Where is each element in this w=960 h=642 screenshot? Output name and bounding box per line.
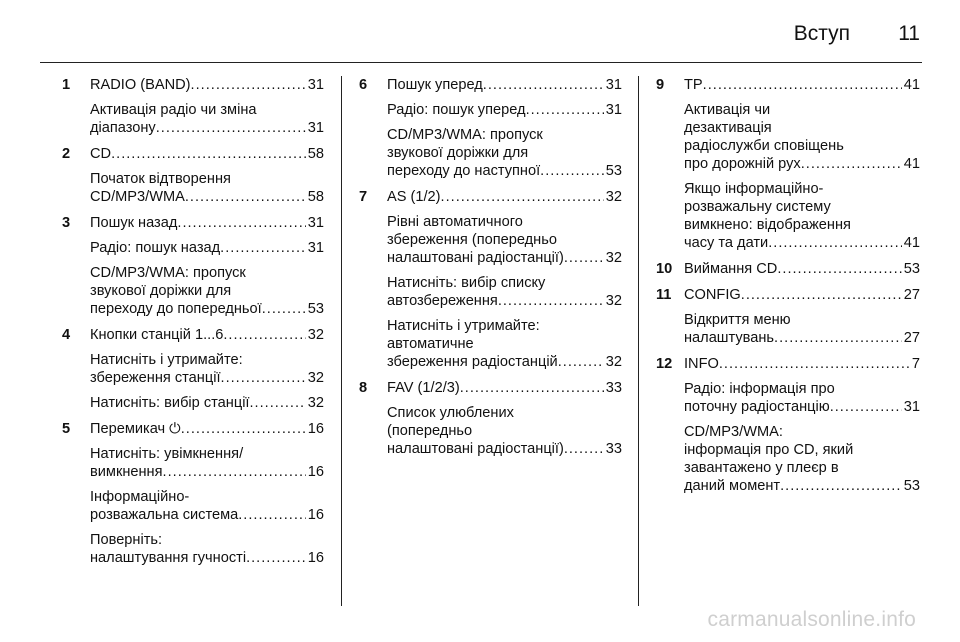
entry-line: [90, 76, 324, 94]
line-text: Активація радіо чи зміна: [90, 102, 257, 118]
entry-line: [684, 180, 920, 252]
line-text: CD/MP3/WMA: пропуск: [387, 127, 543, 143]
entry-number: 10: [656, 261, 673, 277]
page-reference-row: [387, 101, 622, 119]
line-text: інформація про CD, який: [684, 442, 854, 458]
entry-line: [684, 76, 920, 94]
dot-leader: [177, 214, 305, 232]
column-divider-2: [638, 76, 639, 606]
index-column-2: [359, 76, 622, 466]
dot-leader: [250, 394, 306, 412]
dot-leader: [741, 286, 902, 304]
page-ref: 41: [903, 156, 920, 172]
index-entry: [62, 326, 324, 412]
dot-leader: [191, 76, 306, 94]
index-column-3: [656, 76, 920, 503]
page-reference-row: [684, 477, 920, 495]
page-ref: 27: [903, 287, 920, 303]
dot-leader: [830, 398, 902, 416]
page-header: [0, 0, 960, 62]
line-text: CD/MP3/WMA:: [684, 424, 783, 440]
page-ref: 31: [605, 77, 622, 93]
page-ref: 41: [903, 77, 920, 93]
dot-leader: [156, 119, 306, 137]
page-reference-row: [90, 506, 324, 524]
line-text: FAV (1/2/3): [387, 380, 460, 396]
page-reference-row: [684, 76, 920, 94]
entry-line: [387, 274, 622, 310]
page-reference-row: [387, 292, 622, 310]
page-ref: 32: [307, 327, 324, 343]
entry-number: 3: [62, 215, 71, 231]
line-text: вимкнення: [90, 464, 163, 480]
entry-line: [90, 531, 324, 567]
page-ref: 16: [307, 421, 324, 437]
page-reference-row: [387, 249, 622, 267]
page-reference-row: [90, 549, 324, 567]
index-entry: [656, 260, 920, 278]
index-entry: [359, 76, 622, 180]
line-text: AS (1/2): [387, 189, 441, 205]
page-ref: 32: [605, 189, 622, 205]
line-text: налаштування гучності: [90, 550, 247, 566]
entry-number: 1: [62, 77, 71, 93]
dot-leader: [780, 477, 902, 495]
dot-leader: [558, 353, 604, 371]
entry-line: [387, 404, 622, 458]
line-text: збереження радіостанцій: [387, 354, 558, 370]
entry-number: 8: [359, 380, 368, 396]
page-reference-row: [90, 76, 324, 94]
dot-leader: [185, 188, 306, 206]
line-text: Кнопки станцій 1...6: [90, 327, 224, 343]
line-text: Натисніть і утримайте:: [387, 318, 540, 334]
line-text: налаштувань: [684, 330, 775, 346]
page-ref: 31: [307, 240, 324, 256]
entry-line: [387, 76, 622, 94]
line-text: Активація чи: [684, 102, 771, 118]
line-text: Пошук уперед: [387, 77, 483, 93]
line-text: Перемикач ⏻: [90, 421, 181, 437]
dot-leader: [262, 300, 306, 318]
page-reference-row: [387, 162, 622, 180]
entry-number: 5: [62, 421, 71, 437]
line-text: Відкриття меню: [684, 312, 791, 328]
line-text: вимкнено: відображення: [684, 217, 851, 233]
page-reference-row: [684, 234, 920, 252]
dot-leader: [238, 506, 306, 524]
watermark: carmanualsonline.info: [707, 608, 916, 631]
dot-leader: [564, 249, 604, 267]
entry-number: 6: [359, 77, 368, 93]
index-entry: [656, 76, 920, 252]
entry-line: [387, 101, 622, 119]
entry-line: [90, 445, 324, 481]
entry-number: 11: [656, 287, 672, 303]
page-ref: 16: [307, 464, 324, 480]
line-text: звукової доріжки для: [90, 283, 232, 299]
dot-leader: [181, 420, 306, 438]
line-text: Натисніть: вибір станції: [90, 395, 250, 411]
line-text: розважальна система: [90, 507, 239, 523]
line-text: Радіо: пошук уперед: [387, 102, 526, 118]
entry-line: [387, 126, 622, 180]
line-text: (попередньо: [387, 423, 473, 439]
entry-line: [90, 488, 324, 524]
column-divider-1: [341, 76, 342, 606]
dot-leader: [220, 239, 306, 257]
page-reference-row: [90, 188, 324, 206]
page-reference-row: [90, 239, 324, 257]
dot-leader: [703, 76, 902, 94]
dot-leader: [246, 549, 306, 567]
line-text: збереження станції: [90, 370, 221, 386]
page-ref: 32: [307, 370, 324, 386]
line-text: звукової доріжки для: [387, 145, 529, 161]
line-text: Натисніть: вибір списку: [387, 275, 546, 291]
dot-leader: [774, 329, 902, 347]
page-reference-row: [684, 329, 920, 347]
entry-line: [90, 145, 324, 163]
page-reference-row: [684, 398, 920, 416]
entry-line: [90, 326, 324, 344]
page-reference-row: [90, 214, 324, 232]
entry-line: [684, 380, 920, 416]
line-text: переходу до наступної: [387, 163, 541, 179]
line-text: налаштовані радіостанції): [387, 441, 564, 457]
entry-line: [90, 214, 324, 232]
entry-number: 12: [656, 356, 673, 372]
page-ref: 32: [605, 293, 622, 309]
entry-line: [684, 311, 920, 347]
page-reference-row: [387, 76, 622, 94]
entry-line: [90, 351, 324, 387]
entry-line: [90, 239, 324, 257]
page-ref: 33: [605, 380, 622, 396]
line-text: Поверніть:: [90, 532, 163, 548]
line-text: Якщо інформаційно-: [684, 181, 824, 197]
line-text: Початок відтворення: [90, 171, 231, 187]
page-reference-row: [90, 300, 324, 318]
page-ref: 41: [903, 235, 920, 251]
dot-leader: [483, 76, 604, 94]
page-ref: 53: [903, 478, 920, 494]
dot-leader: [441, 188, 604, 206]
index-entry: [62, 214, 324, 318]
line-text: INFO: [684, 356, 719, 372]
line-text: CONFIG: [684, 287, 741, 303]
line-text: Виймання CD: [684, 261, 778, 277]
entry-line: [90, 420, 324, 438]
page-reference-row: [387, 379, 622, 397]
line-text: Пошук назад: [90, 215, 178, 231]
entry-number: 9: [656, 77, 665, 93]
page-ref: 27: [903, 330, 920, 346]
entry-line: [684, 423, 920, 495]
dot-leader: [777, 260, 901, 278]
line-text: автозбереження: [387, 293, 498, 309]
section-title: Вступ: [793, 22, 850, 45]
index-entry: [62, 145, 324, 206]
dot-leader: [498, 292, 604, 310]
entry-line: [387, 188, 622, 206]
entry-line: [684, 101, 920, 173]
line-text: Рівні автоматичного: [387, 214, 523, 230]
page-ref: 31: [903, 399, 920, 415]
page-ref: 58: [307, 189, 324, 205]
line-text: автоматичне: [387, 336, 474, 352]
line-text: часу та дати: [684, 235, 769, 251]
line-text: Натисніть і утримайте:: [90, 352, 243, 368]
line-text: CD: [90, 146, 112, 162]
page-number: 11: [898, 22, 920, 45]
line-text: Радіо: інформація про: [684, 381, 835, 397]
dot-leader: [540, 162, 604, 180]
page-ref: 7: [911, 356, 920, 372]
line-text: налаштовані радіостанції): [387, 250, 564, 266]
entry-line: [90, 170, 324, 206]
page-ref: 58: [307, 146, 324, 162]
dot-leader: [564, 440, 604, 458]
page-ref: 31: [307, 120, 324, 136]
dot-leader: [111, 145, 306, 163]
line-text: дезактивація: [684, 120, 772, 136]
dot-leader: [163, 463, 306, 481]
page-ref: 53: [307, 301, 324, 317]
line-text: Натисніть: увімкнення/: [90, 446, 244, 462]
page-reference-row: [90, 145, 324, 163]
entry-line: [90, 264, 324, 318]
page-ref: 16: [307, 507, 324, 523]
dot-leader: [221, 369, 306, 387]
page-ref: 16: [307, 550, 324, 566]
line-text: переходу до попередньої: [90, 301, 262, 317]
entry-line: [387, 379, 622, 397]
page-reference-row: [387, 188, 622, 206]
page-ref: 31: [605, 102, 622, 118]
line-text: розважальну систему: [684, 199, 831, 215]
entry-number: 7: [359, 189, 368, 205]
page-ref: 53: [605, 163, 622, 179]
page-reference-row: [90, 326, 324, 344]
header-rule: [40, 62, 922, 63]
page-ref: 31: [307, 215, 324, 231]
line-text: збереження (попередньо: [387, 232, 557, 248]
entry-line: [387, 213, 622, 267]
line-text: RADIO (BAND): [90, 77, 191, 93]
line-text: Список улюблених: [387, 405, 514, 421]
entry-number: 4: [62, 327, 71, 343]
page-reference-row: [684, 355, 920, 373]
page-reference-row: [90, 119, 324, 137]
entry-line: [684, 286, 920, 304]
page-ref: 31: [307, 77, 324, 93]
page-reference-row: [387, 353, 622, 371]
dot-leader: [223, 326, 305, 344]
page-reference-row: [90, 394, 324, 412]
page-reference-row: [684, 286, 920, 304]
page-reference-row: [90, 420, 324, 438]
page-ref: 32: [307, 395, 324, 411]
entry-number: 2: [62, 146, 71, 162]
index-entry: [656, 286, 920, 347]
entry-line: [684, 260, 920, 278]
dot-leader: [460, 379, 604, 397]
dot-leader: [801, 155, 902, 173]
entry-line: [684, 355, 920, 373]
index-entry: [62, 420, 324, 567]
page-reference-row: [90, 369, 324, 387]
line-text: діапазону: [90, 120, 156, 136]
page-reference-row: [387, 440, 622, 458]
index-entry: [359, 188, 622, 371]
line-text: Інформаційно-: [90, 489, 190, 505]
line-text: поточну радіостанцію: [684, 399, 830, 415]
page-ref: 32: [605, 250, 622, 266]
page-ref: 32: [605, 354, 622, 370]
line-text: Радіо: пошук назад: [90, 240, 221, 256]
line-text: TP: [684, 77, 703, 93]
page-ref: 33: [605, 441, 622, 457]
dot-leader: [526, 101, 604, 119]
page-reference-row: [90, 463, 324, 481]
entry-line: [90, 101, 324, 137]
index-entry: [656, 355, 920, 495]
line-text: про дорожній рух: [684, 156, 801, 172]
dot-leader: [768, 234, 902, 252]
line-text: радіослужби сповіщень: [684, 138, 844, 154]
index-column-1: [62, 76, 324, 575]
line-text: завантажено у плеєр в: [684, 460, 839, 476]
index-entry: [62, 76, 324, 137]
line-text: даний момент: [684, 478, 781, 494]
entry-line: [90, 394, 324, 412]
line-text: CD/MP3/WMA: пропуск: [90, 265, 246, 281]
page-ref: 53: [903, 261, 920, 277]
line-text: CD/MP3/WMA: [90, 189, 185, 205]
index-entry: [359, 379, 622, 458]
page-reference-row: [684, 155, 920, 173]
dot-leader: [719, 355, 910, 373]
page-reference-row: [684, 260, 920, 278]
entry-line: [387, 317, 622, 371]
